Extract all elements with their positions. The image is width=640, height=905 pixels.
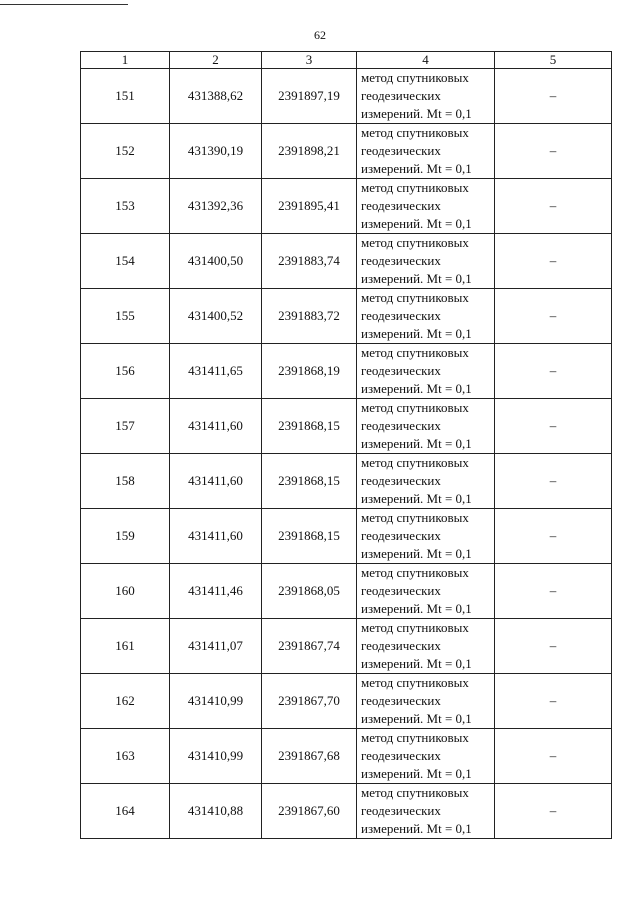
method-cell [357,289,495,344]
note-cell: – [495,234,612,289]
note-cell: – [495,509,612,564]
method-line: измерений. Mt = 0,1 [361,546,472,561]
x-coordinate-cell: 431410,99 [170,674,262,729]
method-cell [357,564,495,619]
method-line: измерений. Mt = 0,1 [361,436,472,451]
method-line: метод спутниковых [361,345,469,360]
y-coordinate-cell: 2391867,70 [262,674,357,729]
method-line: измерений. Mt = 0,1 [361,271,472,286]
point-number-cell: 151 [81,69,170,124]
method-line: геодезических [361,528,441,543]
method-line: метод спутниковых [361,290,469,305]
note-cell: – [495,674,612,729]
column-header-3: 3 [262,52,357,69]
table-row [81,399,612,454]
point-number-cell: 152 [81,124,170,179]
y-coordinate-cell: 2391898,21 [262,124,357,179]
method-line: метод спутниковых [361,730,469,745]
method-line: геодезических [361,473,441,488]
table-row [81,124,612,179]
method-cell [357,399,495,454]
note-cell: – [495,399,612,454]
x-coordinate-cell: 431411,60 [170,454,262,509]
x-coordinate-cell: 431411,07 [170,619,262,674]
note-cell: – [495,564,612,619]
y-coordinate-cell: 2391868,15 [262,399,357,454]
x-coordinate-cell: 431410,88 [170,784,262,839]
table-row [81,179,612,234]
note-cell: – [495,69,612,124]
y-coordinate-cell: 2391868,15 [262,454,357,509]
table-row [81,509,612,564]
x-coordinate-cell: 431390,19 [170,124,262,179]
y-coordinate-cell: 2391867,74 [262,619,357,674]
note-cell: – [495,344,612,399]
note-cell: – [495,784,612,839]
note-cell: – [495,619,612,674]
column-header-5: 5 [495,52,612,69]
point-number-cell: 157 [81,399,170,454]
point-number-cell: 162 [81,674,170,729]
method-line: геодезических [361,748,441,763]
point-number-cell: 159 [81,509,170,564]
table-row [81,674,612,729]
y-coordinate-cell: 2391895,41 [262,179,357,234]
table-row [81,619,612,674]
method-cell [357,179,495,234]
method-line: метод спутниковых [361,70,469,85]
point-number-cell: 154 [81,234,170,289]
note-cell: – [495,454,612,509]
point-number-cell: 163 [81,729,170,784]
point-number-cell: 164 [81,784,170,839]
method-cell [357,344,495,399]
method-line: измерений. Mt = 0,1 [361,326,472,341]
top-rule [0,4,128,5]
method-line: измерений. Mt = 0,1 [361,601,472,616]
method-line: метод спутниковых [361,400,469,415]
point-number-cell: 155 [81,289,170,344]
point-number-cell: 161 [81,619,170,674]
table-row [81,454,612,509]
column-header-2: 2 [170,52,262,69]
method-line: измерений. Mt = 0,1 [361,711,472,726]
method-cell [357,729,495,784]
method-line: метод спутниковых [361,455,469,470]
x-coordinate-cell: 431411,60 [170,509,262,564]
method-line: геодезических [361,638,441,653]
y-coordinate-cell: 2391897,19 [262,69,357,124]
method-line: измерений. Mt = 0,1 [361,161,472,176]
table-row [81,289,612,344]
table-row [81,344,612,399]
method-line: геодезических [361,418,441,433]
method-line: метод спутниковых [361,675,469,690]
note-cell: – [495,289,612,344]
method-line: геодезических [361,308,441,323]
x-coordinate-cell: 431400,50 [170,234,262,289]
method-line: измерений. Mt = 0,1 [361,821,472,836]
table-row [81,234,612,289]
note-cell: – [495,729,612,784]
x-coordinate-cell: 431388,62 [170,69,262,124]
note-cell: – [495,124,612,179]
x-coordinate-cell: 431411,60 [170,399,262,454]
table-row [81,729,612,784]
method-line: метод спутниковых [361,565,469,580]
note-cell: – [495,179,612,234]
column-header-1: 1 [81,52,170,69]
method-cell [357,454,495,509]
x-coordinate-cell: 431411,65 [170,344,262,399]
method-line: геодезических [361,88,441,103]
point-number-cell: 156 [81,344,170,399]
method-cell [357,69,495,124]
method-line: измерений. Mt = 0,1 [361,491,472,506]
table-body [81,69,612,839]
y-coordinate-cell: 2391883,74 [262,234,357,289]
table-row [81,784,612,839]
y-coordinate-cell: 2391868,15 [262,509,357,564]
method-line: геодезических [361,363,441,378]
method-cell [357,124,495,179]
method-line: измерений. Mt = 0,1 [361,381,472,396]
method-cell [357,619,495,674]
point-number-cell: 160 [81,564,170,619]
method-line: геодезических [361,143,441,158]
y-coordinate-cell: 2391868,05 [262,564,357,619]
method-line: геодезических [361,803,441,818]
method-line: геодезических [361,693,441,708]
method-cell [357,234,495,289]
method-cell [357,784,495,839]
method-line: измерений. Mt = 0,1 [361,216,472,231]
method-line: метод спутниковых [361,785,469,800]
page-number: 62 [314,28,326,42]
y-coordinate-cell: 2391883,72 [262,289,357,344]
method-line: измерений. Mt = 0,1 [361,766,472,781]
method-line: измерений. Mt = 0,1 [361,656,472,671]
method-line: метод спутниковых [361,620,469,635]
method-line: геодезических [361,253,441,268]
method-line: метод спутниковых [361,180,469,195]
point-number-cell: 158 [81,454,170,509]
x-coordinate-cell: 431411,46 [170,564,262,619]
point-number-cell: 153 [81,179,170,234]
header-row [81,52,612,69]
method-line: метод спутниковых [361,235,469,250]
method-line: метод спутниковых [361,125,469,140]
method-line: геодезических [361,198,441,213]
x-coordinate-cell: 431392,36 [170,179,262,234]
method-cell [357,509,495,564]
method-line: геодезических [361,583,441,598]
table-row [81,69,612,124]
y-coordinate-cell: 2391868,19 [262,344,357,399]
y-coordinate-cell: 2391867,68 [262,729,357,784]
x-coordinate-cell: 431400,52 [170,289,262,344]
x-coordinate-cell: 431410,99 [170,729,262,784]
method-cell [357,674,495,729]
y-coordinate-cell: 2391867,60 [262,784,357,839]
method-line: измерений. Mt = 0,1 [361,106,472,121]
column-header-4: 4 [357,52,495,69]
method-line: метод спутниковых [361,510,469,525]
table-row [81,564,612,619]
coordinates-table [80,51,612,839]
